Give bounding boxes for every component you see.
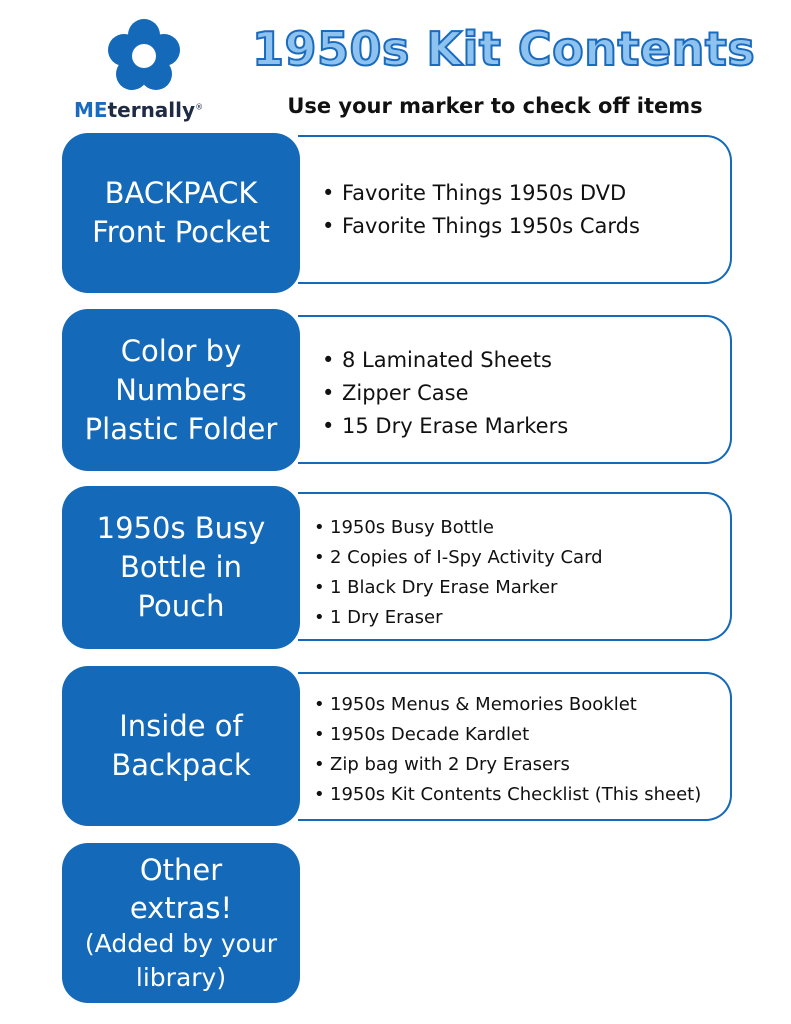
- page-subtitle: Use your marker to check off items: [287, 94, 703, 118]
- list-item: • 1 Dry Eraser: [310, 603, 730, 633]
- brand-logo: [70, 18, 230, 128]
- section-label-line: Backpack: [111, 748, 251, 782]
- section-backpack-front-pocket: [62, 133, 732, 293]
- section-inside-backpack: [62, 666, 732, 826]
- section-label-line: Color by: [120, 333, 242, 368]
- brand-suffix: ternally: [107, 98, 196, 122]
- brand-name: [74, 98, 203, 122]
- list-item: • Zipper Case: [316, 377, 730, 410]
- registered-mark: ®: [195, 102, 204, 112]
- list-item: • 8 Laminated Sheets: [316, 344, 730, 377]
- list-item: • 1950s Kit Contents Checklist (This sheet): [310, 780, 730, 810]
- section-items: [298, 315, 732, 464]
- section-color-by-numbers: [62, 309, 732, 471]
- section-label: [62, 843, 300, 1003]
- list-item: • Favorite Things 1950s DVD: [316, 177, 730, 210]
- section-label-line: extras!: [129, 891, 233, 925]
- list-item: • 1 Black Dry Erase Marker: [310, 573, 730, 603]
- section-label-line: library): [135, 963, 227, 992]
- list-item: • 1950s Menus & Memories Booklet: [310, 690, 730, 720]
- section-label-line: (Added by your: [84, 929, 278, 958]
- section-label: [62, 133, 300, 293]
- list-item: • Zip bag with 2 Dry Erasers: [310, 750, 730, 780]
- section-items: [298, 492, 732, 641]
- list-item: • 1950s Decade Kardlet: [310, 720, 730, 750]
- section-label: [62, 486, 300, 649]
- section-label-line: Front Pocket: [92, 215, 270, 249]
- section-label-line: Bottle in: [120, 550, 242, 584]
- section-label-line: Numbers: [115, 372, 247, 407]
- brand-prefix: ME: [74, 98, 108, 122]
- list-item: • Favorite Things 1950s Cards: [316, 210, 730, 243]
- section-label-line: 1950s Busy: [96, 511, 266, 545]
- section-label-line: Inside of: [119, 709, 243, 743]
- page-title: 1950s Kit Contents: [252, 22, 756, 76]
- section-label-line: Pouch: [137, 589, 225, 623]
- list-item: • 1950s Busy Bottle: [310, 513, 730, 543]
- section-label: [62, 666, 300, 826]
- list-item: • 2 Copies of I-Spy Activity Card: [310, 543, 730, 573]
- section-items: [298, 135, 732, 284]
- section-label-line: Other: [139, 853, 223, 887]
- section-items: [298, 672, 732, 821]
- section-other-extras: [62, 843, 732, 1003]
- section-label-line: Plastic Folder: [84, 411, 278, 446]
- list-item: • 15 Dry Erase Markers: [316, 410, 730, 443]
- section-busy-bottle: [62, 486, 732, 649]
- section-label-line: BACKPACK: [104, 176, 258, 210]
- section-label: [62, 309, 300, 471]
- flower-icon: [106, 18, 182, 94]
